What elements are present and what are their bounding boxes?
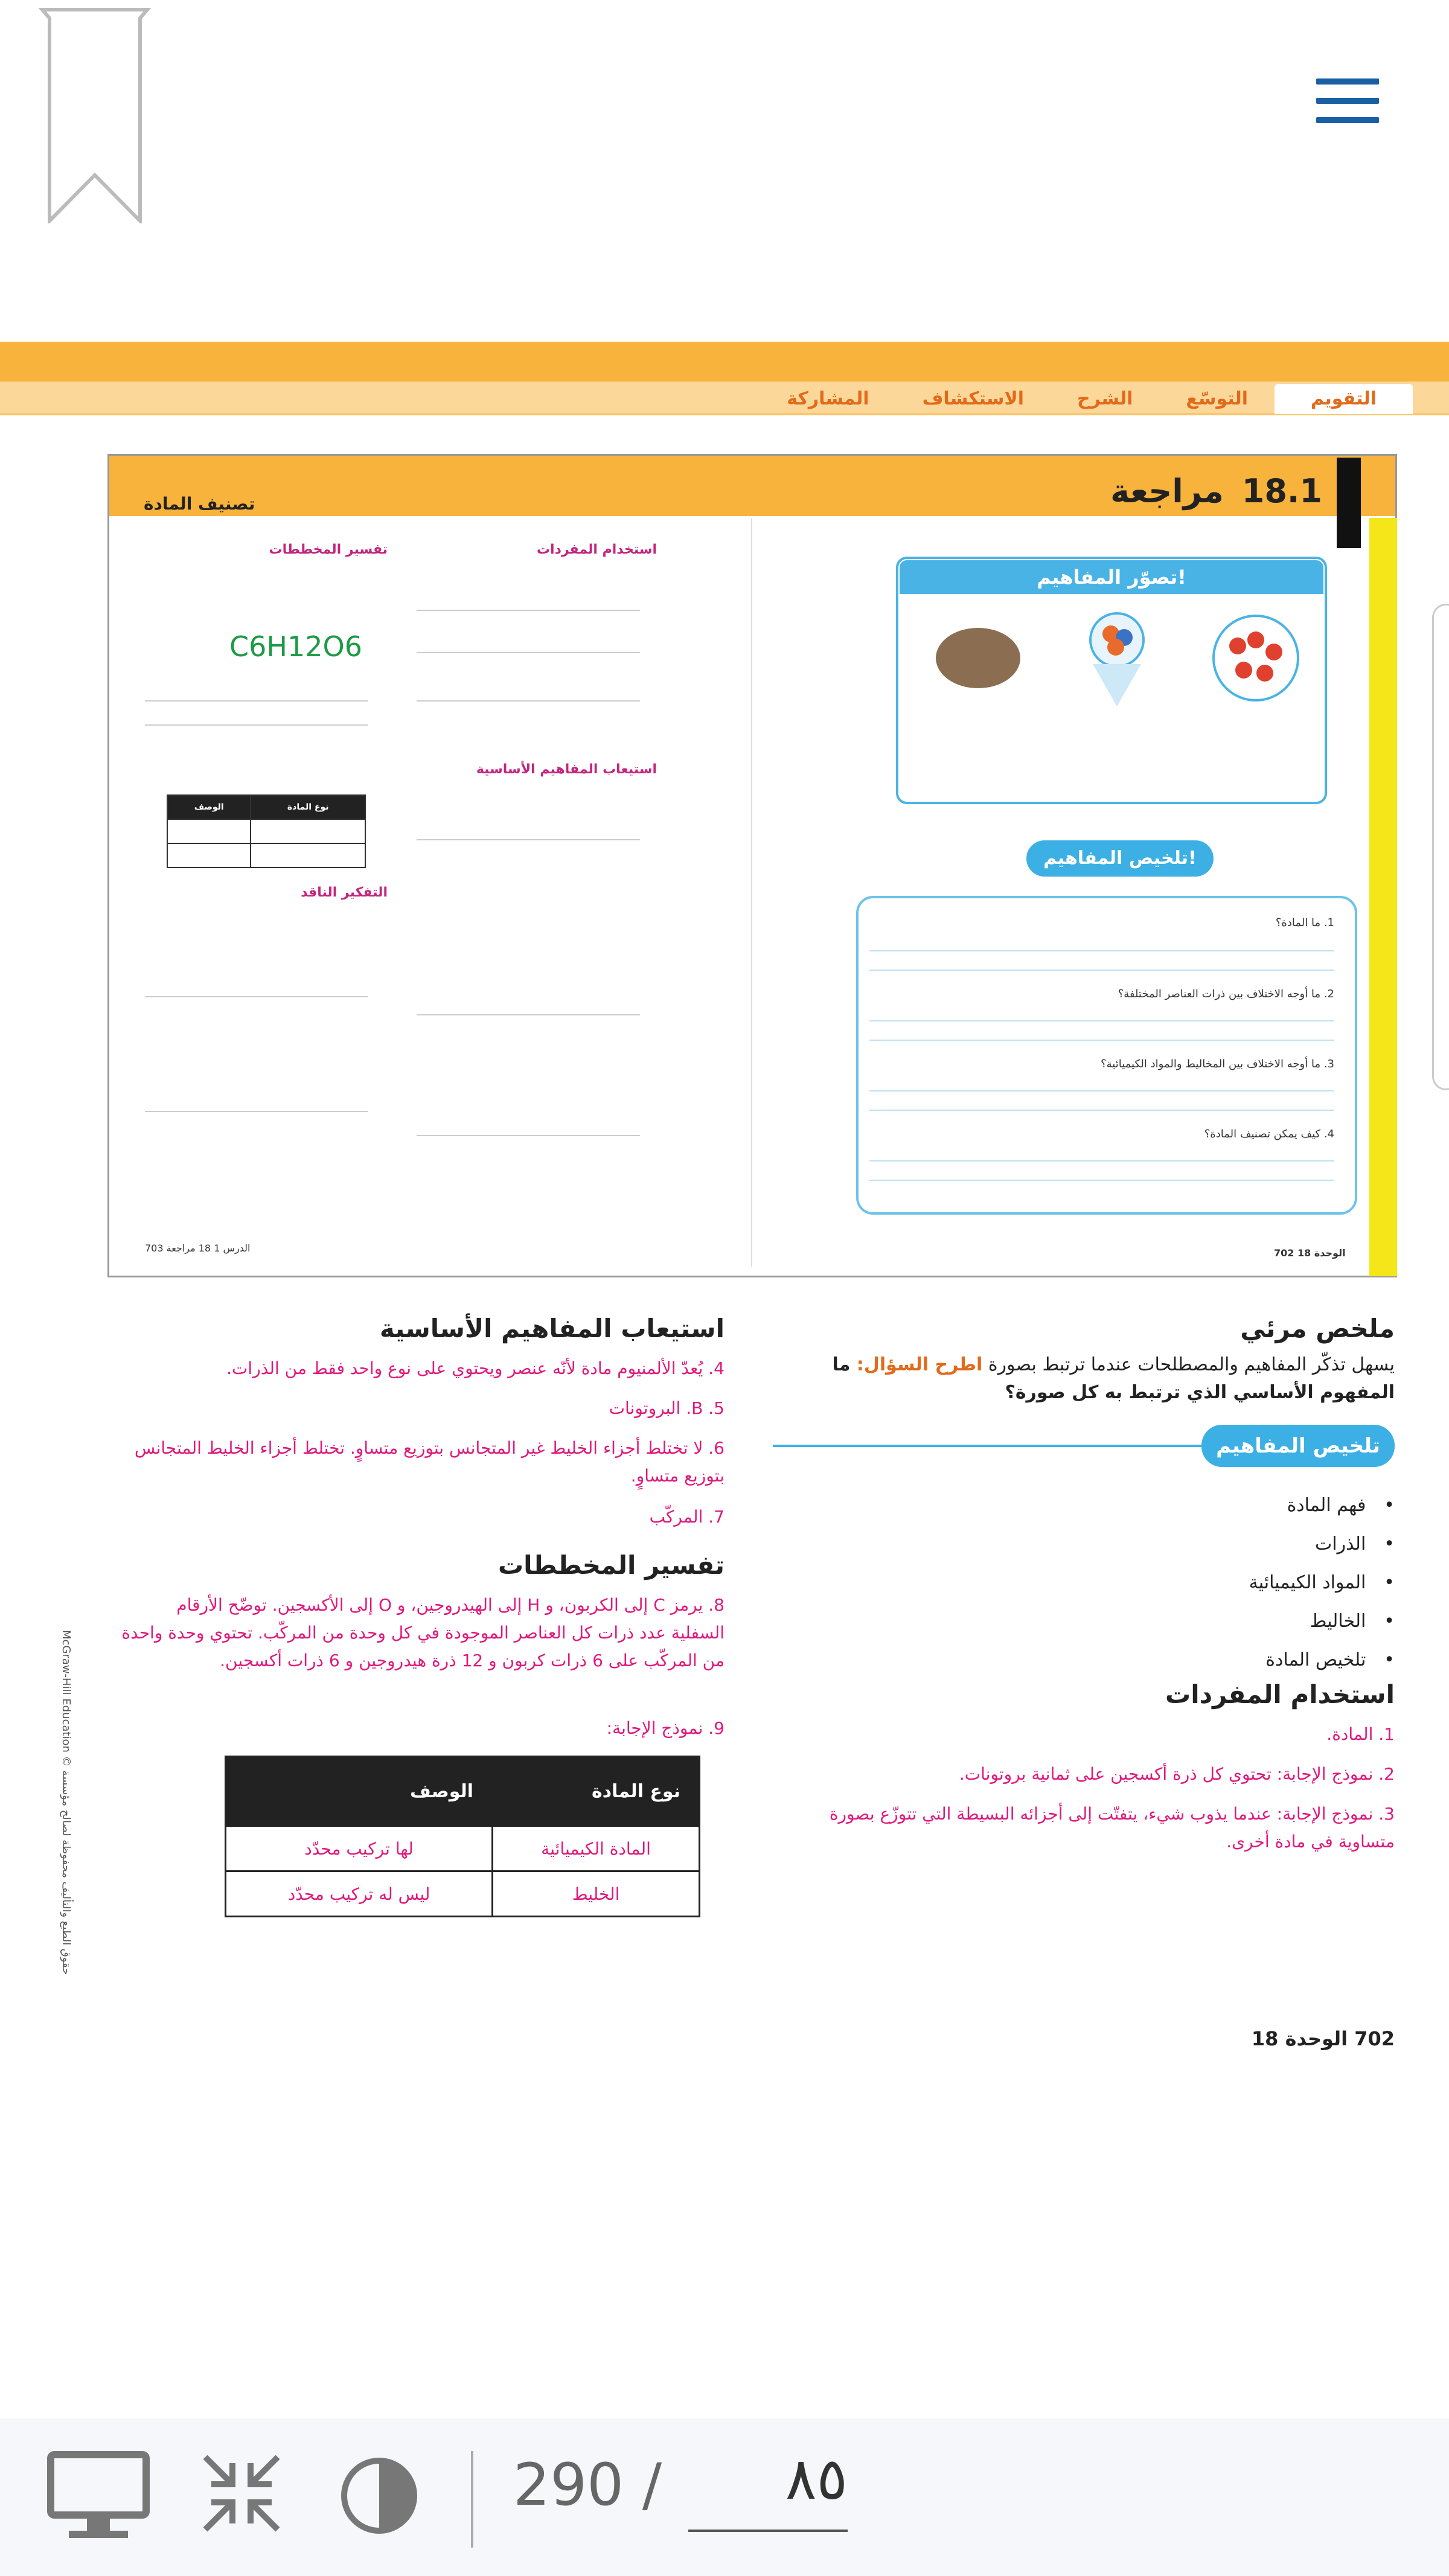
core-answer-4: 4. يُعدّ الألمنيوم مادة لأنّه عنصر ويحتوي على نوع واحد فقط من الذرات. (226, 1358, 724, 1378)
answer-line (869, 1160, 1334, 1162)
list-item: • الخاليط (1249, 1602, 1395, 1641)
scan-title: 18.1مراجعة (1110, 472, 1322, 510)
summary-badge: تلخيص المفاهيم (1201, 1425, 1395, 1467)
vocab-title: استخدام المفردات (1165, 1680, 1395, 1709)
monitor-icon[interactable] (47, 2451, 150, 2542)
table-cell: المادة الكيميائية (493, 1826, 700, 1871)
summary-bullets (1249, 1486, 1395, 1680)
page-footer: 702 الوحدة 18 (1251, 2027, 1395, 2050)
side-page-edge (1432, 604, 1449, 1090)
tab-elaborate[interactable]: التوسّع (1186, 388, 1249, 409)
hamburger-icon[interactable] (1316, 78, 1379, 123)
charts-answer-8: 8. يرمز C إلى الكربون، و H إلى الهيدروجين، و O إلى الأكسجين. توضّح الأرقام السفلية عدد ذرات كل العناصر الموجودة في كل وحدة من المركّب. تحتوي وحدة واحدة من المركّب على 6 ذرات كربون و 12 ذرة هيدروجين و 6 ذرات أكسجين. (121, 1595, 724, 1670)
core-answer-7: 7. المركّب (649, 1507, 724, 1527)
scan-critical-head: التفكير الناقد (301, 885, 388, 900)
core-title: استيعاب المفاهيم الأساسية (379, 1314, 724, 1343)
scan-core-head: استيعاب المفاهيم الأساسية (476, 762, 657, 777)
tab-engage[interactable]: المشاركة (787, 388, 869, 409)
answer-line (417, 652, 640, 653)
scan-charts-head: تفسير المخططات (269, 542, 388, 557)
orange-band (0, 342, 1449, 382)
table-cell: لها تركيب محدّد (226, 1826, 493, 1871)
list-item: • الذرات (1249, 1525, 1395, 1564)
scan-table-h2: الوصف (167, 795, 251, 819)
tab-explain[interactable]: الشرح (1077, 388, 1133, 409)
page-input[interactable]: ٨٥ (688, 2445, 848, 2532)
total-pages: 290 / (513, 2451, 662, 2519)
answer-line (869, 970, 1334, 971)
table-header: نوع المادة (493, 1757, 700, 1826)
core-answer-6: 6. لا تختلط أجزاء الخليط غير المتجانس بتوزيع متساوٍ. تختلط أجزاء الخليط المتجانس بتوزيع متساوٍ. (134, 1438, 724, 1486)
answer-line (869, 1040, 1334, 1041)
summary-q1: 1. ما المادة؟ (1275, 916, 1334, 929)
answer-line (145, 996, 368, 997)
scan-table-h1: نوع المادة (251, 795, 365, 819)
visual-summary-text: يسهل تذكّر المفاهيم والمصطلحات عندما ترتبط بصورة اطرح السؤال: ما المفهوم الأساسي الذي ترتبط به كل صورة؟ (832, 1354, 1395, 1403)
vocab-answer-1: 1. المادة. (1326, 1724, 1395, 1744)
answers-table (225, 1756, 700, 1917)
summary-q3: 3. ما أوجه الاختلاف بين المخاليط والمواد الكيميائية؟ (1101, 1058, 1334, 1070)
answer-line (869, 1180, 1334, 1181)
scan-left-title: تصنيف المادة (144, 494, 255, 514)
side-credit: McGraw-Hill Education © حقوق الطبع والتأليف محفوظة لصالح مؤسسة (60, 1630, 72, 1975)
answer-line (417, 1014, 640, 1015)
visualize-concepts-title: تصوّر المفاهيم! (900, 560, 1323, 594)
summary-q4: 4. كيف يمكن تصنيف المادة؟ (1204, 1128, 1334, 1140)
visual-summary-title: ملخص مرئي (1240, 1314, 1395, 1343)
tab-evaluate[interactable]: التقويم (1275, 384, 1413, 414)
list-item: • المواد الكيميائية (1249, 1564, 1395, 1602)
scan-table (167, 794, 366, 868)
scan-footer-left: الدرس 1 18 مراجعة 703 (145, 1242, 251, 1254)
summary-q2: 2. ما أوجه الاختلاف بين ذرات العناصر المختلفة؟ (1118, 988, 1334, 1000)
table-cell: ليس له تركيب محدّد (226, 1871, 493, 1917)
summary-line (773, 1445, 1208, 1447)
vocab-answer-3: 3. نموذج الإجابة: عندما يذوب شيء، يتفتّت إلى أجزائه البسيطة التي تتوزّع بصورة متساوية في مادة أخرى. (829, 1804, 1395, 1852)
answer-line (417, 610, 640, 611)
answer-line (145, 700, 368, 702)
charts-title: تفسير المخططات (497, 1550, 724, 1580)
collapse-icon[interactable] (199, 2451, 284, 2536)
charts-answer-9: 9. نموذج الإجابة: (606, 1718, 724, 1738)
concept-images (918, 604, 1316, 724)
side-credit-wrap (0, 1630, 121, 1992)
yellow-bar (1369, 518, 1397, 1276)
list-item: • فهم المادة (1249, 1486, 1395, 1525)
scan-vocab-head: استخدام المفردات (536, 542, 657, 557)
answer-line (869, 950, 1334, 951)
table-row (226, 1826, 700, 1871)
answer-line (417, 700, 640, 702)
table-cell: الخليط (493, 1871, 700, 1917)
answer-line (869, 1020, 1334, 1021)
answer-line (145, 1111, 368, 1112)
core-answer-5: 5. B. البروتونات (609, 1398, 724, 1418)
summary-badge-scan: تلخيص المفاهيم! (1026, 840, 1214, 877)
lesson-tab (1337, 458, 1361, 548)
answer-line (869, 1090, 1334, 1091)
section-tabs (760, 384, 1413, 414)
contrast-icon[interactable] (339, 2456, 419, 2536)
answer-line (417, 1135, 640, 1136)
tab-explore[interactable]: الاستكشاف (922, 388, 1025, 409)
summary-box (856, 896, 1357, 1215)
formula: C6H12O6 (229, 630, 362, 663)
vocab-answer-2: 2. نموذج الإجابة: تحتوي كل ذرة أكسجين على ثمانية بروتونات. (959, 1764, 1395, 1784)
scan-footer-right: الوحدة 18 702 (1274, 1247, 1346, 1259)
list-item: • تلخيص المادة (1249, 1641, 1395, 1680)
answer-line (417, 839, 640, 840)
bookmark-icon[interactable] (37, 6, 152, 223)
table-row (226, 1871, 700, 1917)
table-header: الوصف (226, 1757, 493, 1826)
toolbar-separator (471, 2451, 473, 2548)
answer-line (145, 724, 368, 726)
answer-line (869, 1110, 1334, 1111)
scan-divider (751, 518, 752, 1267)
